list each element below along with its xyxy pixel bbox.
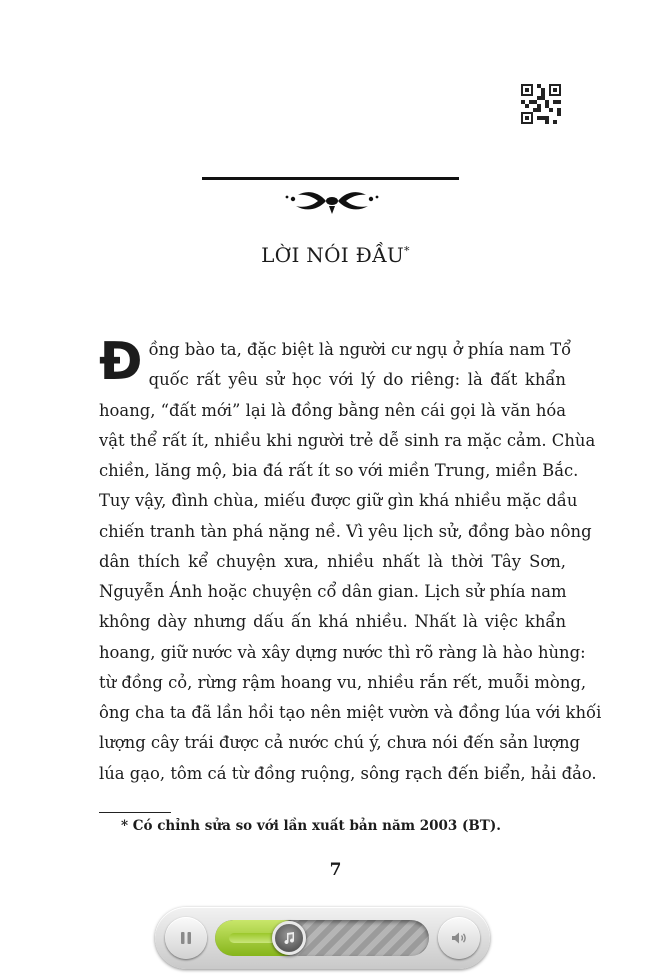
paragraph-line: chiền, lăng mộ, bia đá rất ít so với miền Trung, miền Bắc. [99, 461, 579, 480]
paragraph-line: ồng bào ta, đặc biệt là người cư ngụ ở phía nam Tổ [148, 340, 572, 359]
paragraph-line: dân thích kể chuyện xưa, nhiều nhất là thời Tây Sơn, [99, 551, 566, 571]
chapter-title-text: LỜI NÓI ĐẦU [261, 243, 405, 267]
body-paragraph [99, 332, 602, 789]
paragraph-line: hoang, giữ nước và xây dựng nước thì rõ ràng là hào hùng: [99, 642, 586, 662]
paragraph-line: lúa gạo, tôm cá từ đồng ruộng, sông rạch đến biển, hải đảo. [99, 763, 597, 783]
footnote-marker: * [404, 244, 410, 258]
volume-icon [450, 930, 468, 946]
chapter-title [0, 243, 671, 267]
paragraph-line: Tuy vậy, đình chùa, miếu được giữ gìn khá nhiều mặc dầu [99, 491, 578, 511]
pause-button[interactable] [165, 917, 207, 959]
drop-cap: Đ [99, 332, 143, 392]
paragraph-line: quốc rất yêu sử học với lý do riêng: là đất khẩn [148, 370, 566, 390]
paragraph-line: chiến tranh tàn phá nặng nề. Vì yêu lịch sử, đồng bào nông [99, 521, 592, 541]
audio-player [155, 907, 490, 969]
ornament-flourish [284, 186, 380, 216]
paragraph-line: hoang, “đất mới” lại là đồng bằng nên cái gọi là văn hóa [99, 400, 567, 420]
paragraph-line: lượng cây trái được cả nước chú ý, chưa nói đến sản lượng [99, 733, 580, 753]
volume-button[interactable] [438, 917, 480, 959]
footnote-rule [99, 812, 171, 813]
footnote: * Có chỉnh sửa so với lần xuất bản năm 2003 (BT). [121, 818, 501, 834]
heading-rule [202, 177, 459, 180]
paragraph-line: từ đồng cỏ, rừng rậm hoang vu, nhiều rắn rết, muỗi mòng, [99, 672, 587, 692]
progress-track[interactable] [215, 920, 429, 956]
pause-icon [179, 930, 193, 946]
page-number: 7 [329, 860, 342, 880]
paragraph-line: ông cha ta đã lần hồi tạo nên miệt vườn và đồng lúa với khối [99, 703, 602, 722]
paragraph-line: không dày nhưng dấu ấn khá nhiều. Nhất là việc khẩn [99, 612, 566, 632]
paragraph-line: vật thể rất ít, nhiều khi người trẻ dễ sinh ra mặc cảm. Chùa [99, 430, 596, 450]
progress-knob[interactable] [272, 921, 306, 955]
qr-code [521, 84, 561, 124]
paragraph-line: Nguyễn Ánh hoặc chuyện cổ dân gian. Lịch sử phía nam [99, 582, 567, 601]
music-note-icon [282, 931, 296, 945]
